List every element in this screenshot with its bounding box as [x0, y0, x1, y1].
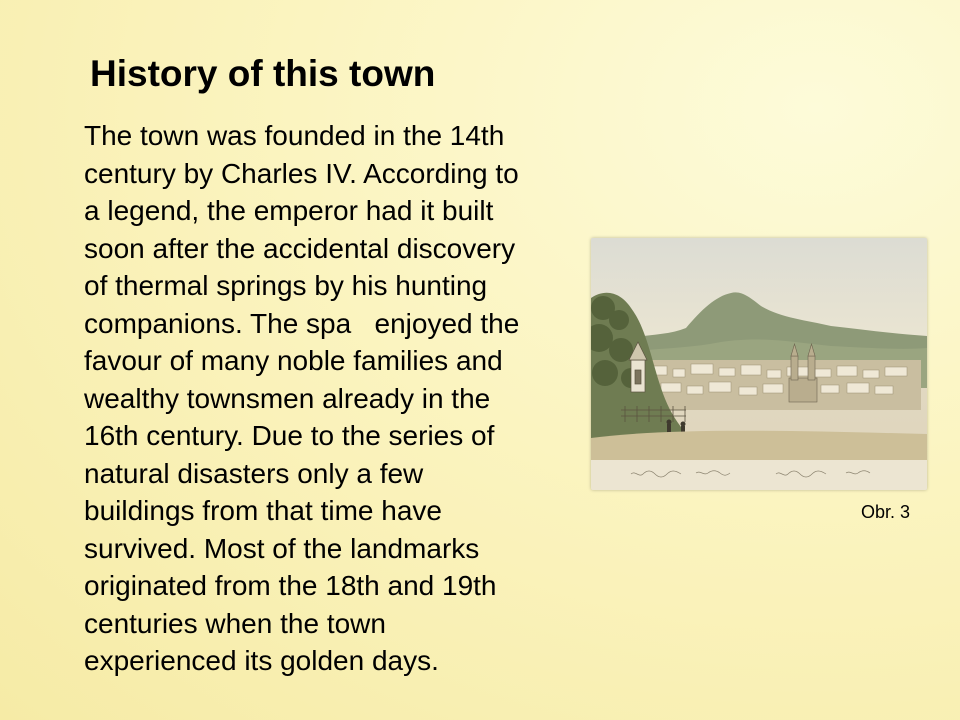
body-line: originated from the 18th and 19th — [84, 570, 497, 601]
body-text — [84, 117, 604, 680]
body-line: a legend, the emperor had it built — [84, 195, 494, 226]
body-line: 16th century. Due to the series of — [84, 420, 495, 451]
historic-town-engraving — [591, 238, 927, 490]
body-line: century by Charles IV. According to — [84, 157, 519, 189]
body-line: survived. Most of the landmarks — [84, 532, 480, 564]
body-line: soon after the accidental discovery — [84, 232, 516, 264]
body-line: The town was founded in the 14th — [84, 120, 505, 151]
figure-caption: Obr. 3 — [861, 502, 911, 522]
body-line: natural disasters only a few — [84, 457, 424, 489]
body-line: of thermal springs by his hunting — [84, 270, 488, 301]
body-line: centuries when the town — [84, 607, 386, 639]
body-line: wealthy townsmen already in the — [84, 382, 491, 414]
slide-title: History of this town — [90, 53, 436, 94]
body-line: favour of many noble families and — [84, 345, 503, 376]
body-line: experienced its golden days. — [84, 645, 439, 676]
body-line: buildings from that time have — [84, 495, 442, 526]
body-line: companions. The spa enjoyed the — [84, 307, 520, 339]
